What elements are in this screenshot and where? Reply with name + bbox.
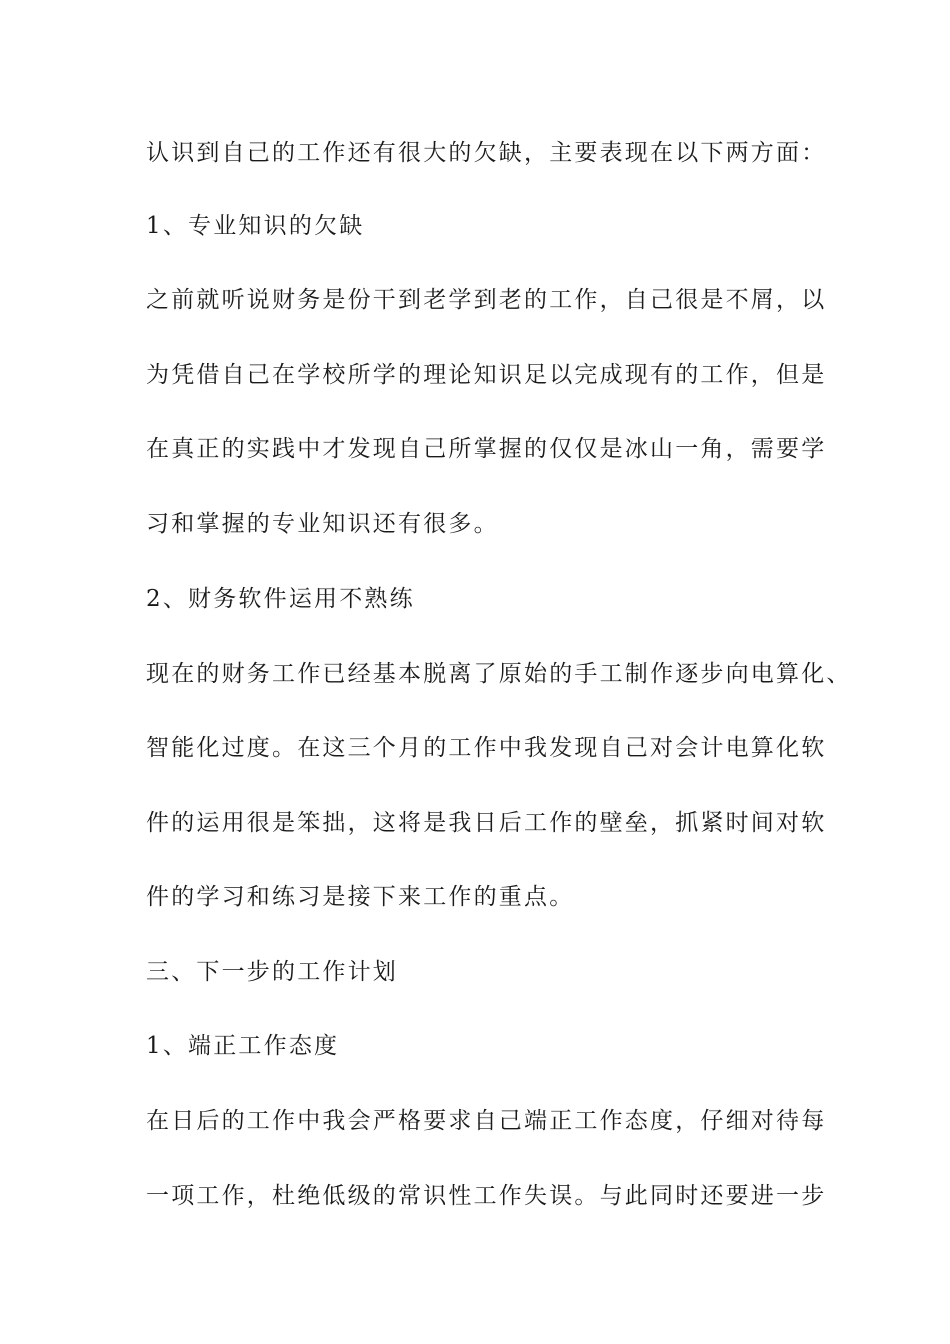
text-line: 习和掌握的专业知识还有很多。 <box>146 511 499 537</box>
section-heading: 1、端正工作态度 <box>146 1033 340 1059</box>
text-line: 之前就听说财务是份干到老学到老的工作，自己很是不屑，以 <box>146 287 827 313</box>
text-line: 智能化过度。在这三个月的工作中我发现自己对会计电算化软 <box>146 735 827 761</box>
section-heading: 2、财务软件运用不熟练 <box>146 586 415 612</box>
text-line: 件的运用很是笨拙，这将是我日后工作的壁垒，抓紧时间对软 <box>146 810 827 836</box>
section-heading: 三、下一步的工作计划 <box>146 959 398 985</box>
text-line: 为凭借自己在学校所学的理论知识足以完成现有的工作，但是 <box>146 362 827 388</box>
text-line: 件的学习和练习是接下来工作的重点。 <box>146 884 575 910</box>
text-line: 现在的财务工作已经基本脱离了原始的手工制作逐步向电算化、 <box>146 661 852 687</box>
text-line: 在真正的实践中才发现自己所掌握的仅仅是冰山一角，需要学 <box>146 436 827 462</box>
text-line: 认识到自己的工作还有很大的欠缺，主要表现在以下两方面： <box>146 140 827 166</box>
text-line: 在日后的工作中我会严格要求自己端正工作态度，仔细对待每 <box>146 1108 827 1134</box>
section-heading: 1、专业知识的欠缺 <box>146 213 365 239</box>
text-line: 一项工作，杜绝低级的常识性工作失误。与此同时还要进一步 <box>146 1183 827 1209</box>
